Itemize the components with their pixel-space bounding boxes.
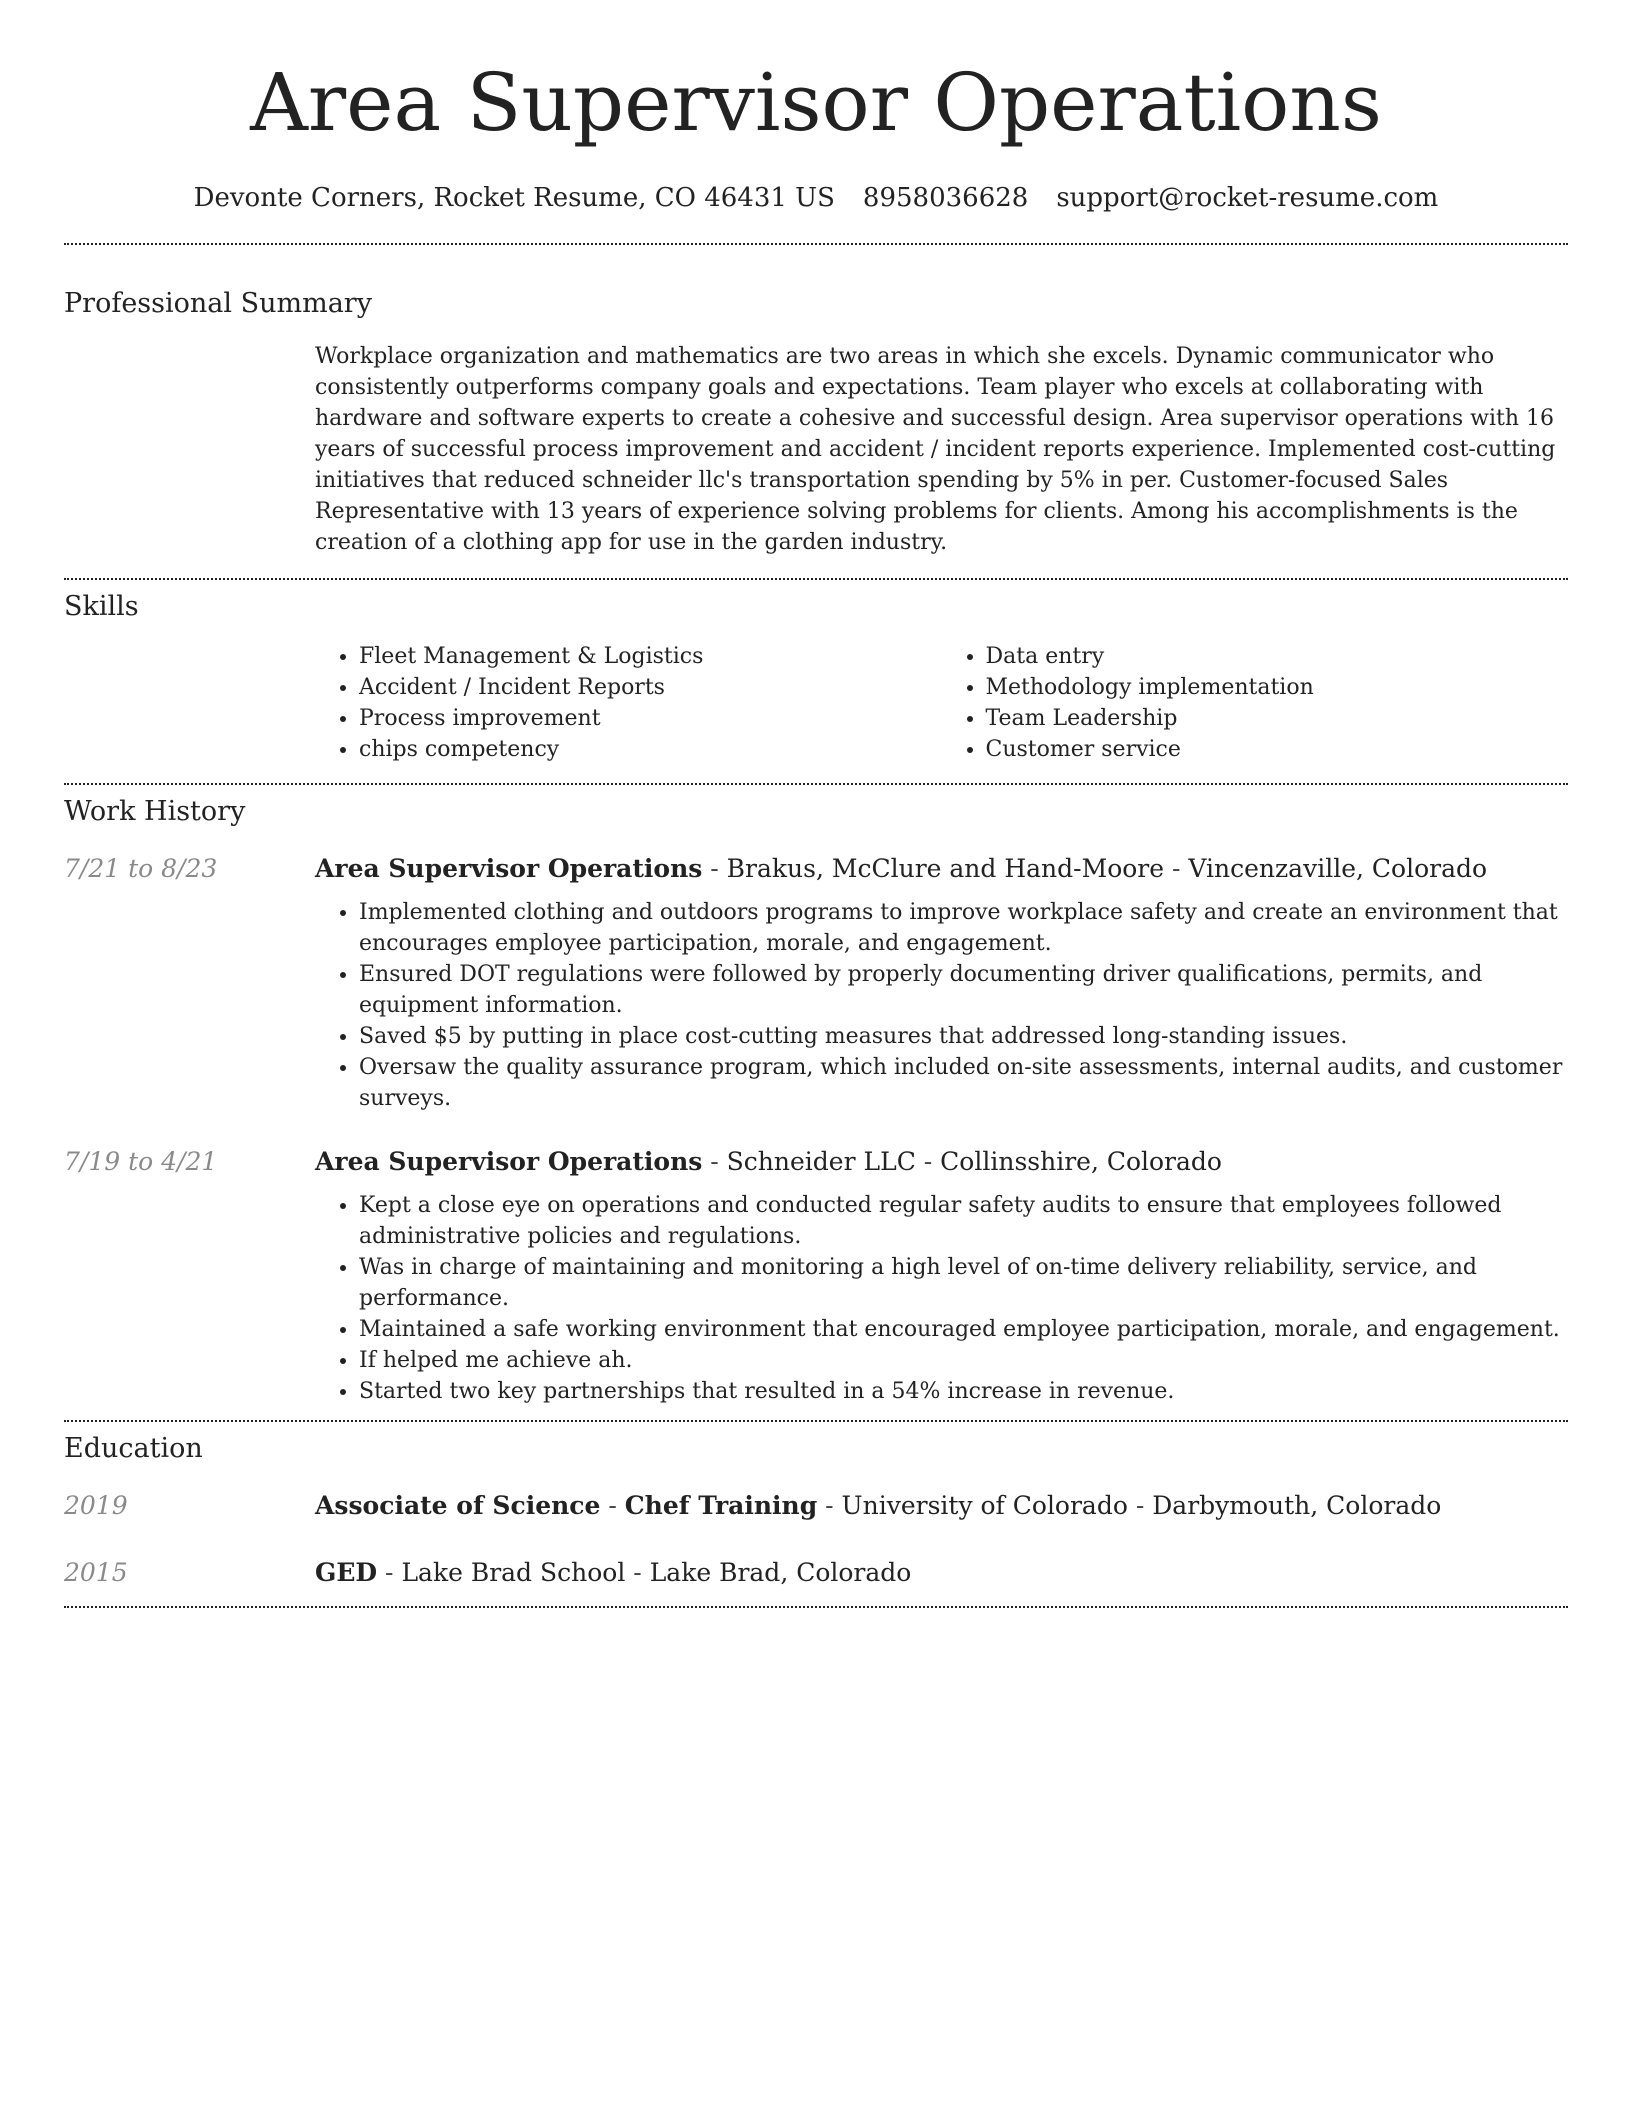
summary-text: Workplace organization and mathematics are two areas in which she excels. Dynamic communicator who consistently outperforms company goals and expectations. Team player who excels at collaborating with hardware and software experts to create a cohesive and successful design. Area supervisor operations with 16 years of successful process improvement and accident / incident reports experience. Implemented cost-cutting initiatives that reduced schneider llc's transportation spending by 5% in per. Customer-focused Sales Representative with 13 years of experience solving problems for clients. Among his accomplishments is the creation of a clothing app for use in the garden industry.: [315, 344, 1556, 555]
job-bullet: • Was in charge of maintaining and monitoring a high level of on-time delivery reliability, service, and performance.: [359, 1252, 1568, 1314]
job-title: Area Supervisor Operations: [315, 854, 703, 883]
job-dates: 7/21 to 8/23: [64, 854, 218, 883]
job-location: Vincenzaville, Colorado: [1188, 854, 1488, 883]
job-bullet: • Oversaw the quality assurance program, which included on-site assessments, internal audits, and customer surveys.: [359, 1052, 1568, 1114]
education-entry: [0, 1556, 1632, 1590]
skill-item: • Accident / Incident Reports: [359, 672, 942, 703]
education-degree: GED: [315, 1558, 378, 1587]
separator: -: [702, 854, 727, 883]
separator: -: [915, 1147, 941, 1176]
education-year: 2015: [64, 1558, 128, 1587]
education-year: 2019: [64, 1491, 128, 1520]
education-location: Lake Brad, Colorado: [649, 1558, 912, 1587]
education-degree: Associate of Science: [315, 1491, 601, 1520]
education-school: University of Colorado: [841, 1491, 1128, 1520]
job-entry: [0, 1145, 1632, 1179]
contact-phone: 8958036628: [862, 183, 1029, 213]
separator: -: [625, 1558, 650, 1587]
job-company: Schneider LLC: [726, 1147, 916, 1176]
job-title: Area Supervisor Operations: [315, 1147, 703, 1176]
job-bullet: • Started two key partnerships that resulted in a 54% increase in revenue.: [359, 1376, 1568, 1407]
skill-item: • Team Leadership: [986, 703, 1569, 734]
skill-item: • Fleet Management & Logistics: [359, 641, 942, 672]
skills-list: [315, 641, 1568, 765]
job-company: Brakus, McClure and Hand-Moore: [726, 854, 1165, 883]
education-location: Darbymouth, Colorado: [1152, 1491, 1442, 1520]
job-details: [315, 897, 1568, 1114]
skills-heading: Skills: [64, 591, 139, 622]
summary-heading: Professional Summary: [64, 288, 372, 319]
job-bullet: • Maintained a safe working environment that encouraged employee participation, morale, and engagement.: [359, 1314, 1568, 1345]
skills-column-right: [942, 641, 1569, 765]
job-bullet: • Ensured DOT regulations were followed by properly documenting driver qualifications, permits, and equipment information.: [359, 959, 1568, 1021]
job-dates: 7/19 to 4/21: [64, 1147, 218, 1176]
work-history-heading: Work History: [64, 796, 246, 827]
divider: [64, 783, 1568, 785]
job-bullet: • Implemented clothing and outdoors programs to improve workplace safety and create an environment that encourages employee participation, morale, and engagement.: [359, 897, 1568, 959]
education-school: Lake Brad School: [401, 1558, 626, 1587]
skills-column-left: [315, 641, 942, 765]
skill-item: • chips competency: [359, 734, 942, 765]
education-heading-line: [315, 1556, 1568, 1590]
divider: [64, 578, 1568, 580]
job-details: [315, 1190, 1568, 1407]
divider: [64, 1606, 1568, 1608]
divider: [64, 1420, 1568, 1422]
separator: -: [817, 1491, 842, 1520]
separator: -: [377, 1558, 402, 1587]
contact-address: Devonte Corners, Rocket Resume, CO 46431 US: [193, 183, 835, 213]
separator: -: [702, 1147, 727, 1176]
job-entry: [0, 852, 1632, 886]
job-heading: [315, 852, 1568, 886]
education-heading-line: [315, 1489, 1568, 1523]
separator: -: [600, 1491, 625, 1520]
contact-line: [0, 182, 1632, 214]
divider: [64, 243, 1568, 245]
job-bullets: [315, 1190, 1568, 1407]
separator: -: [1164, 854, 1189, 883]
separator: -: [1127, 1491, 1153, 1520]
job-bullet: • Kept a close eye on operations and conducted regular safety audits to ensure that employees followed administrative policies and regulations.: [359, 1190, 1568, 1252]
skill-item: • Customer service: [986, 734, 1569, 765]
education-field: Chef Training: [624, 1491, 818, 1520]
job-heading: [315, 1145, 1568, 1179]
skill-item: • Data entry: [986, 641, 1569, 672]
skill-item: • Methodology implementation: [986, 672, 1569, 703]
education-heading: Education: [64, 1433, 203, 1464]
contact-email: support@rocket-resume.com: [1056, 183, 1439, 213]
education-entry: [0, 1489, 1632, 1523]
job-bullets: [315, 897, 1568, 1114]
candidate-name: Area Supervisor Operations: [250, 56, 1382, 149]
skill-item: • Process improvement: [359, 703, 942, 734]
job-bullet: • If helped me achieve ah.: [359, 1345, 1568, 1376]
job-location: Collinsshire, Colorado: [940, 1147, 1222, 1176]
job-bullet: • Saved $5 by putting in place cost-cutting measures that addressed long-standing issues.: [359, 1021, 1568, 1052]
